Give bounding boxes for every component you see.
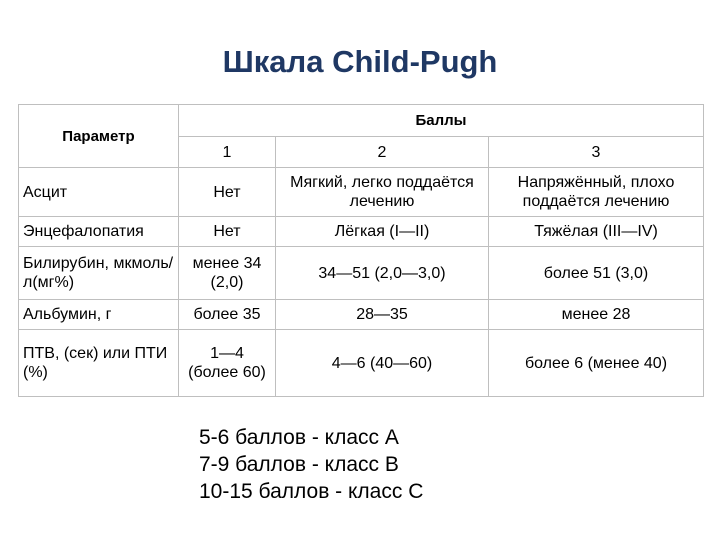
score-header-3: 3 [489, 137, 704, 168]
row-score-1: 1—4 (более 60) [179, 330, 276, 397]
summary-line-class-b: 7-9 баллов - класс В [199, 453, 399, 476]
table-row [19, 168, 704, 217]
row-score-2: 34—51 (2,0—3,0) [276, 247, 489, 300]
table-row [19, 300, 704, 330]
score-header-1: 1 [179, 137, 276, 168]
summary-line-class-a: 5-6 баллов - класс А [199, 426, 399, 449]
param-header: Параметр [19, 105, 179, 168]
row-score-1: более 35 [179, 300, 276, 330]
points-header: Баллы [179, 105, 704, 137]
row-param: Асцит [19, 168, 179, 217]
row-score-1: Нет [179, 217, 276, 247]
row-score-1: Нет [179, 168, 276, 217]
row-score-2: Лёгкая (I—II) [276, 217, 489, 247]
row-score-3: Напряжённый, плохо поддаётся лечению [489, 168, 704, 217]
page-title: Шкала Child-Pugh [222, 44, 498, 79]
row-param: Билирубин, мкмоль/л(мг%) [19, 247, 179, 300]
row-score-3: более 6 (менее 40) [489, 330, 704, 397]
child-pugh-table [18, 104, 704, 397]
row-param: ПТВ, (сек) или ПТИ (%) [19, 330, 179, 397]
row-score-3: менее 28 [489, 300, 704, 330]
table-row [19, 330, 704, 397]
score-summary [199, 424, 423, 505]
table-row [19, 217, 704, 247]
row-score-1: менее 34 (2,0) [179, 247, 276, 300]
row-param: Альбумин, г [19, 300, 179, 330]
score-header-2: 2 [276, 137, 489, 168]
row-score-2: 28—35 [276, 300, 489, 330]
row-score-3: более 51 (3,0) [489, 247, 704, 300]
row-score-3: Тяжёлая (III—IV) [489, 217, 704, 247]
row-score-2: Мягкий, легко поддаётся лечению [276, 168, 489, 217]
row-score-2: 4—6 (40—60) [276, 330, 489, 397]
table-row [19, 247, 704, 300]
row-param: Энцефалопатия [19, 217, 179, 247]
summary-line-class-c: 10-15 баллов - класс С [199, 480, 424, 503]
